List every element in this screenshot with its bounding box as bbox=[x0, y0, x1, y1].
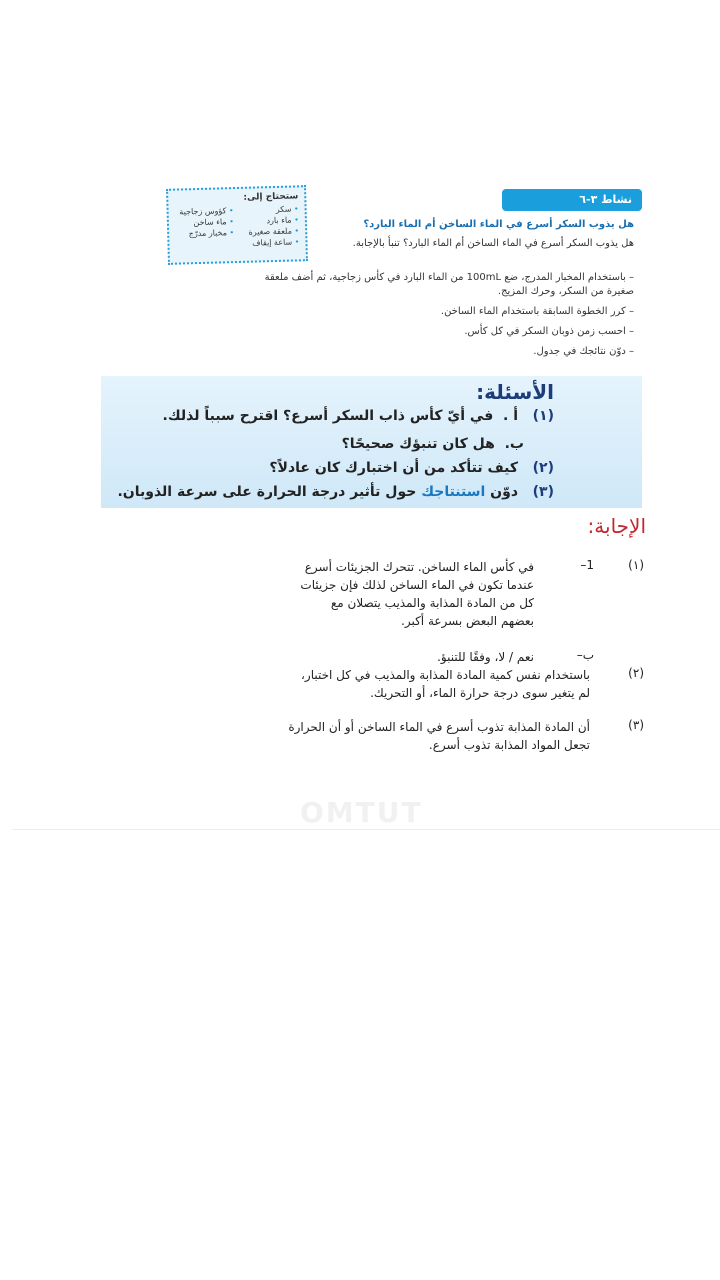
step-item: – كرر الخطوة السابقة باستخدام الماء الساخن. bbox=[254, 305, 634, 319]
question-text-post: حول تأثير درجة الحرارة على سرعة الذوبان. bbox=[117, 484, 417, 500]
answer-letter: ب– bbox=[576, 648, 594, 662]
step-item: – احسب زمن ذوبان السكر في كل كأس. bbox=[254, 325, 634, 339]
question-1a bbox=[163, 408, 554, 424]
answer-2-text: باستخدام نفس كمية المادة المذابة والمذيب في كل اختبار، لم يتغير سوى درجة حرارة الماء، أو التحريك. bbox=[301, 668, 590, 700]
question-number: (٣) bbox=[532, 484, 554, 500]
question-letter: ب. bbox=[504, 436, 524, 452]
answer-1a-text: في كأس الماء الساخن. تتحرك الجزيئات أسرع عندما تكون في الماء الساخن لذلك فإن جزيئات كل من المادة المذابة والمذيب يتصلان مع بعضهم البعض بسرعة أكبر. bbox=[300, 560, 534, 628]
material-item: • مخبار مدرّج bbox=[175, 228, 234, 239]
activity-tag: نشاط ٣-٦ bbox=[502, 189, 642, 211]
step-item: – دوّن نتائجك في جدول. bbox=[254, 345, 634, 359]
material-item: • ملعقة صغيرة bbox=[240, 226, 299, 237]
questions-box bbox=[101, 376, 642, 508]
watermark-logo: OMTUT bbox=[300, 796, 423, 829]
material-item: • ماء ساخن bbox=[175, 217, 234, 228]
divider bbox=[12, 829, 720, 830]
answer-number: (١) bbox=[628, 558, 644, 572]
question-text: كيف تتأكد من أن اختبارك كان عادلاً؟ bbox=[269, 460, 519, 476]
activity-box bbox=[101, 185, 646, 363]
questions-title: الأسئلة: bbox=[476, 380, 554, 404]
question-letter: أ . bbox=[503, 408, 519, 424]
material-item: • سكر bbox=[240, 204, 299, 215]
question-number: (٢) bbox=[532, 460, 554, 476]
materials-title: ستحتاج إلى: bbox=[243, 191, 299, 203]
question-text-pre: دوّن bbox=[490, 484, 519, 500]
material-item: • كؤوس زجاجية bbox=[175, 206, 234, 217]
activity-question: هل يذوب السكر أسرع في الماء الساخن أم الماء البارد؟ bbox=[363, 219, 634, 230]
question-keyword: استنتاجك bbox=[421, 484, 486, 500]
step-item: – باستخدام المخبار المدرج، ضع 100mL من الماء البارد في كأس زجاجية، ثم أضف ملعقة صغيرة من السكر، وحرك المزيج. bbox=[254, 271, 634, 299]
question-number: (١) bbox=[532, 408, 554, 424]
question-2 bbox=[269, 460, 554, 476]
material-item: • ساعة إيقاف bbox=[240, 237, 299, 248]
activity-steps bbox=[254, 271, 634, 365]
answer-letter: 1– bbox=[580, 558, 594, 572]
answer-1b-text: نعم / لا، وفقًا للتنبؤ. bbox=[437, 650, 534, 664]
answer-title: الإجابة: bbox=[587, 514, 646, 538]
answer-number: (٣) bbox=[628, 718, 644, 732]
material-item: • ماء بارد bbox=[240, 215, 299, 226]
question-text: هل كان تنبؤك صحيحًا؟ bbox=[341, 436, 495, 452]
question-text: في أيّ كأس ذاب السكر أسرع؟ اقترح سبباً لذلك. bbox=[162, 408, 494, 424]
answer-number: (٢) bbox=[628, 666, 644, 680]
activity-intro: هل يذوب السكر أسرع في الماء الساخن أم الماء البارد؟ تنبأ بالإجابة. bbox=[352, 238, 634, 249]
answer-3-text: أن المادة المذابة تذوب أسرع في الماء الساخن أو أن الحرارة تجعل المواد المذابة تذوب أسرع. bbox=[288, 720, 590, 752]
question-3 bbox=[117, 484, 554, 500]
question-1b bbox=[342, 436, 524, 452]
materials-box bbox=[166, 185, 308, 265]
